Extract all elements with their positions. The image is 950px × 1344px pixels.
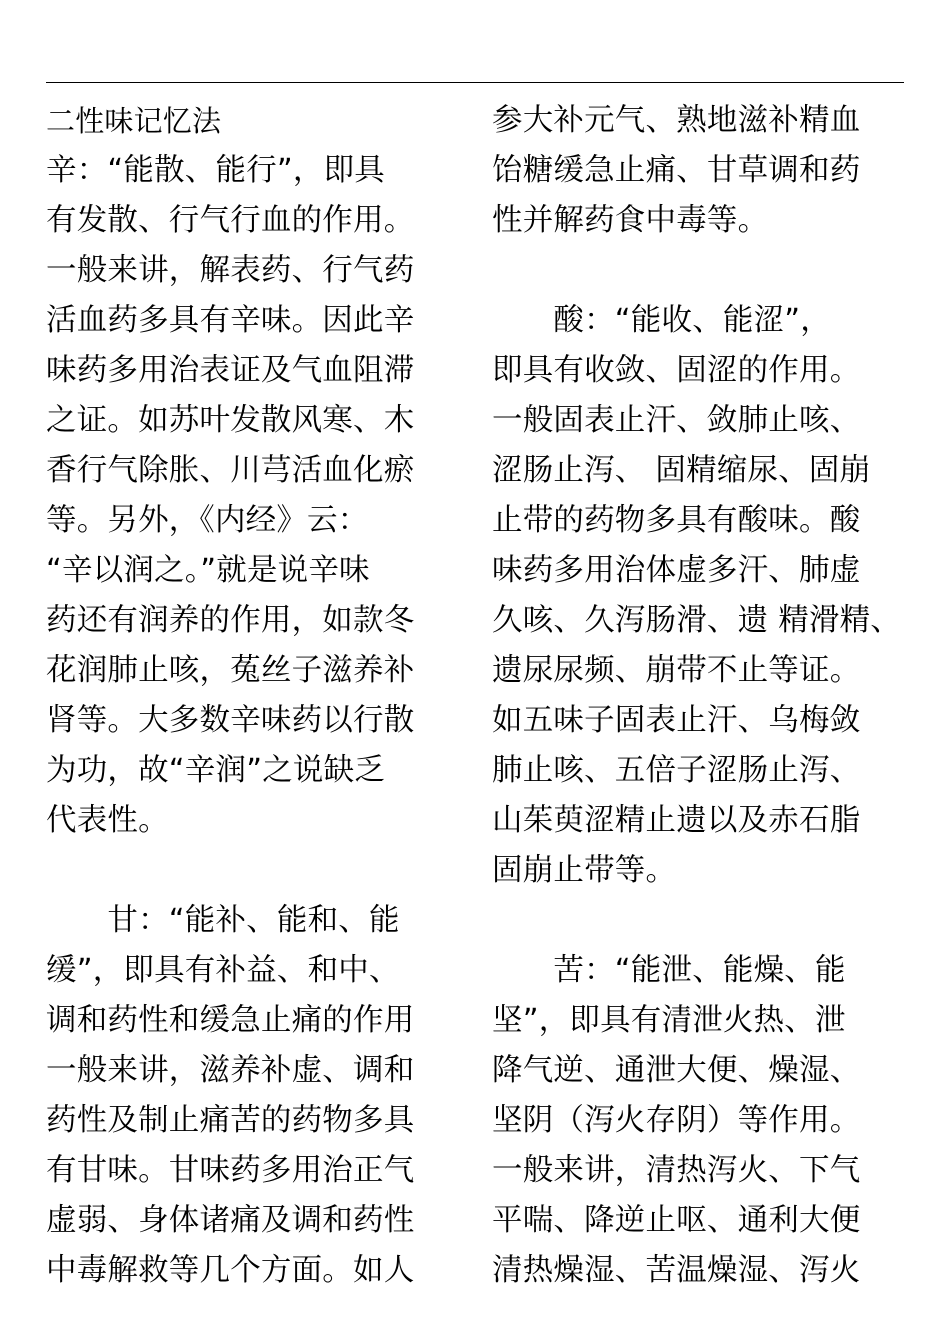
- text-line: 涩肠止泻、 固精缩尿、固崩: [492, 453, 871, 488]
- text-line: 花润肺止咳，菟丝子滋养补: [46, 653, 415, 688]
- text-line: 久咳、久泻肠滑、遗 精滑精、: [492, 603, 901, 638]
- text-line: 辛：“能散、能行”，即具: [46, 153, 386, 188]
- right-text-column: [492, 96, 912, 1296]
- text-line: 香行气除胀、川芎活血化瘀: [46, 453, 415, 488]
- text-line: 如五味子固表止汗、乌梅敛: [492, 703, 861, 738]
- text-line: [492, 246, 912, 296]
- text-line: 遗尿尿频、崩带不止等证。: [492, 653, 861, 688]
- text-line: 一般来讲，滋养补虚、调和: [46, 1053, 415, 1088]
- text-line: 肾等。大多数辛味药以行散: [46, 703, 415, 738]
- text-line: 酸：“能收、能涩”，: [492, 303, 832, 338]
- text-line: 性并解药食中毒等。: [492, 203, 769, 238]
- text-line: 一般来讲，解表药、行气药: [46, 253, 415, 288]
- text-line: 平喘、降逆止呕、通利大便: [492, 1203, 861, 1238]
- text-line: 中毒解救等几个方面。如人: [46, 1253, 415, 1288]
- text-line: 坚”，即具有清泄火热、泄: [492, 1003, 846, 1038]
- text-line: 肺止咳、五倍子涩肠止泻、: [492, 753, 861, 788]
- text-line: 等。另外，《内经》云：: [46, 503, 369, 538]
- text-line: 虚弱、身体诸痛及调和药性: [46, 1203, 415, 1238]
- text-line: 活血药多具有辛味。因此辛: [46, 303, 415, 338]
- header-rule: [46, 82, 904, 83]
- text-line: 之证。如苏叶发散风寒、木: [46, 403, 415, 438]
- text-line: 有甘味。甘味药多用治正气: [46, 1153, 415, 1188]
- text-line: 有发散、行气行血的作用。: [46, 203, 415, 238]
- text-line: 固崩止带等。: [492, 853, 677, 888]
- text-line: 药还有润养的作用，如款冬: [46, 603, 415, 638]
- text-line: 山茱萸涩精止遗以及赤石脂: [492, 803, 861, 838]
- text-line: [46, 846, 466, 896]
- left-text-column: [46, 96, 466, 1296]
- text-line: 味药多用治体虚多汗、肺虚: [492, 553, 861, 588]
- text-line: 止带的药物多具有酸味。酸: [492, 503, 861, 538]
- text-line: “辛以润之。”就是说辛味: [46, 553, 370, 588]
- text-line: 饴糖缓急止痛、甘草调和药: [492, 153, 861, 188]
- text-line: 一般固表止汗、敛肺止咳、: [492, 403, 861, 438]
- text-line: 坚阴（泻火存阴）等作用。: [492, 1103, 861, 1138]
- text-line: [492, 896, 912, 946]
- text-line: 调和药性和缓急止痛的作用: [46, 1003, 415, 1038]
- text-line: 药性及制止痛苦的药物多具: [46, 1103, 415, 1138]
- text-line: 降气逆、通泄大便、燥湿、: [492, 1053, 861, 1088]
- text-line: 清热燥湿、苦温燥湿、泻火: [492, 1253, 861, 1288]
- text-line: 即具有收敛、固涩的作用。: [492, 353, 861, 388]
- text-line: 为功，故“辛润”之说缺乏: [46, 753, 386, 788]
- text-line: 缓”，即具有补益、和中、: [46, 953, 400, 988]
- text-line: 味药多用治表证及气血阻滞: [46, 353, 415, 388]
- text-line: 苦：“能泄、能燥、能: [492, 953, 846, 988]
- section-heading: 二性味记忆法: [46, 104, 222, 138]
- text-line: 一般来讲，清热泻火、下气: [492, 1153, 861, 1188]
- text-line: 参大补元气、熟地滋补精血: [492, 103, 861, 138]
- text-line: 甘：“能补、能和、能: [46, 903, 400, 938]
- text-line: 代表性。: [46, 803, 169, 838]
